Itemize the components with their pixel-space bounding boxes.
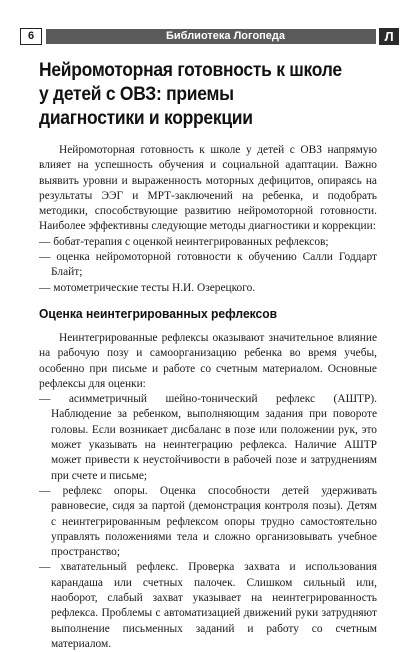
intro-list-item: — оценка нейромоторной готовности к обучению Салли Годдарт Блайт;: [39, 251, 377, 279]
intro-list-item: — бобат-терапия с оценкой неинтегрированных рефлексов;: [39, 235, 329, 248]
intro-list-item: — мотометрические тесты Н.И. Озерецкого.: [39, 281, 256, 294]
series-logo: Л: [379, 28, 399, 45]
page-number: 6: [20, 28, 42, 45]
article-body: [39, 143, 377, 652]
section-heading: Оценка неинтегрированных рефлексов: [39, 305, 278, 321]
reflex-list-item: — хватательный рефлекс. Проверка захвата и использования карандаша или счетных палочек. Слишком сильный или, наоборот, слабый захват указывает на неинтегрированность рефлекса. Проблемы с автоматизацией движений руки затрудняют выполнение письменных заданий и работу со счетным материалом.: [39, 561, 377, 650]
article-title: Нейромоторная готовность к школе у детей с ОВЗ: приемы диагностики и коррекции: [39, 60, 342, 129]
running-title: Библиотека Логопеда: [46, 29, 376, 44]
intro-paragraph: Нейромоторная готовность к школе у детей с ОВЗ напрямую влияет на успешность обучения и социальной адаптации. Важно выявить уровни и выраженность моторных дефицитов, опираясь на результаты ЭЭГ и МРТ-заключений на ребенка, и подобрать методики, способствующие развитию нейромоторной готовности. Наиболее эффективны следующие методы диагностики и коррекции:: [39, 144, 377, 233]
running-header: [20, 28, 399, 45]
reflex-list-item: — рефлекс опоры. Оценка способности детей удерживать равновесие, сидя за партой (демонстрация контроля позы). Детям с неинтегрированным рефлексом опоры трудно самостоятельно управлять положениями тела и сложно организовывать учебное пространство;: [39, 484, 377, 559]
reflex-list-item: — асимметричный шейно-тонический рефлекс (АШТР). Наблюдение за ребенком, выполняющим задания при повороте головы. Если возникает дисбаланс в позе или положении рук, это может указывать на неинтеграцию рефлекса. Наличие АШТР может привести к неустойчивости в рабочей позе и затруднениям при счете и письме;: [39, 393, 377, 482]
section-paragraph: Неинтегрированные рефлексы оказывают значительное влияние на рабочую позу и самоорганизацию ребенка во время учебы, особенно при письме и работе со счетным материалом. Основные рефлексы для оценки:: [39, 331, 377, 390]
